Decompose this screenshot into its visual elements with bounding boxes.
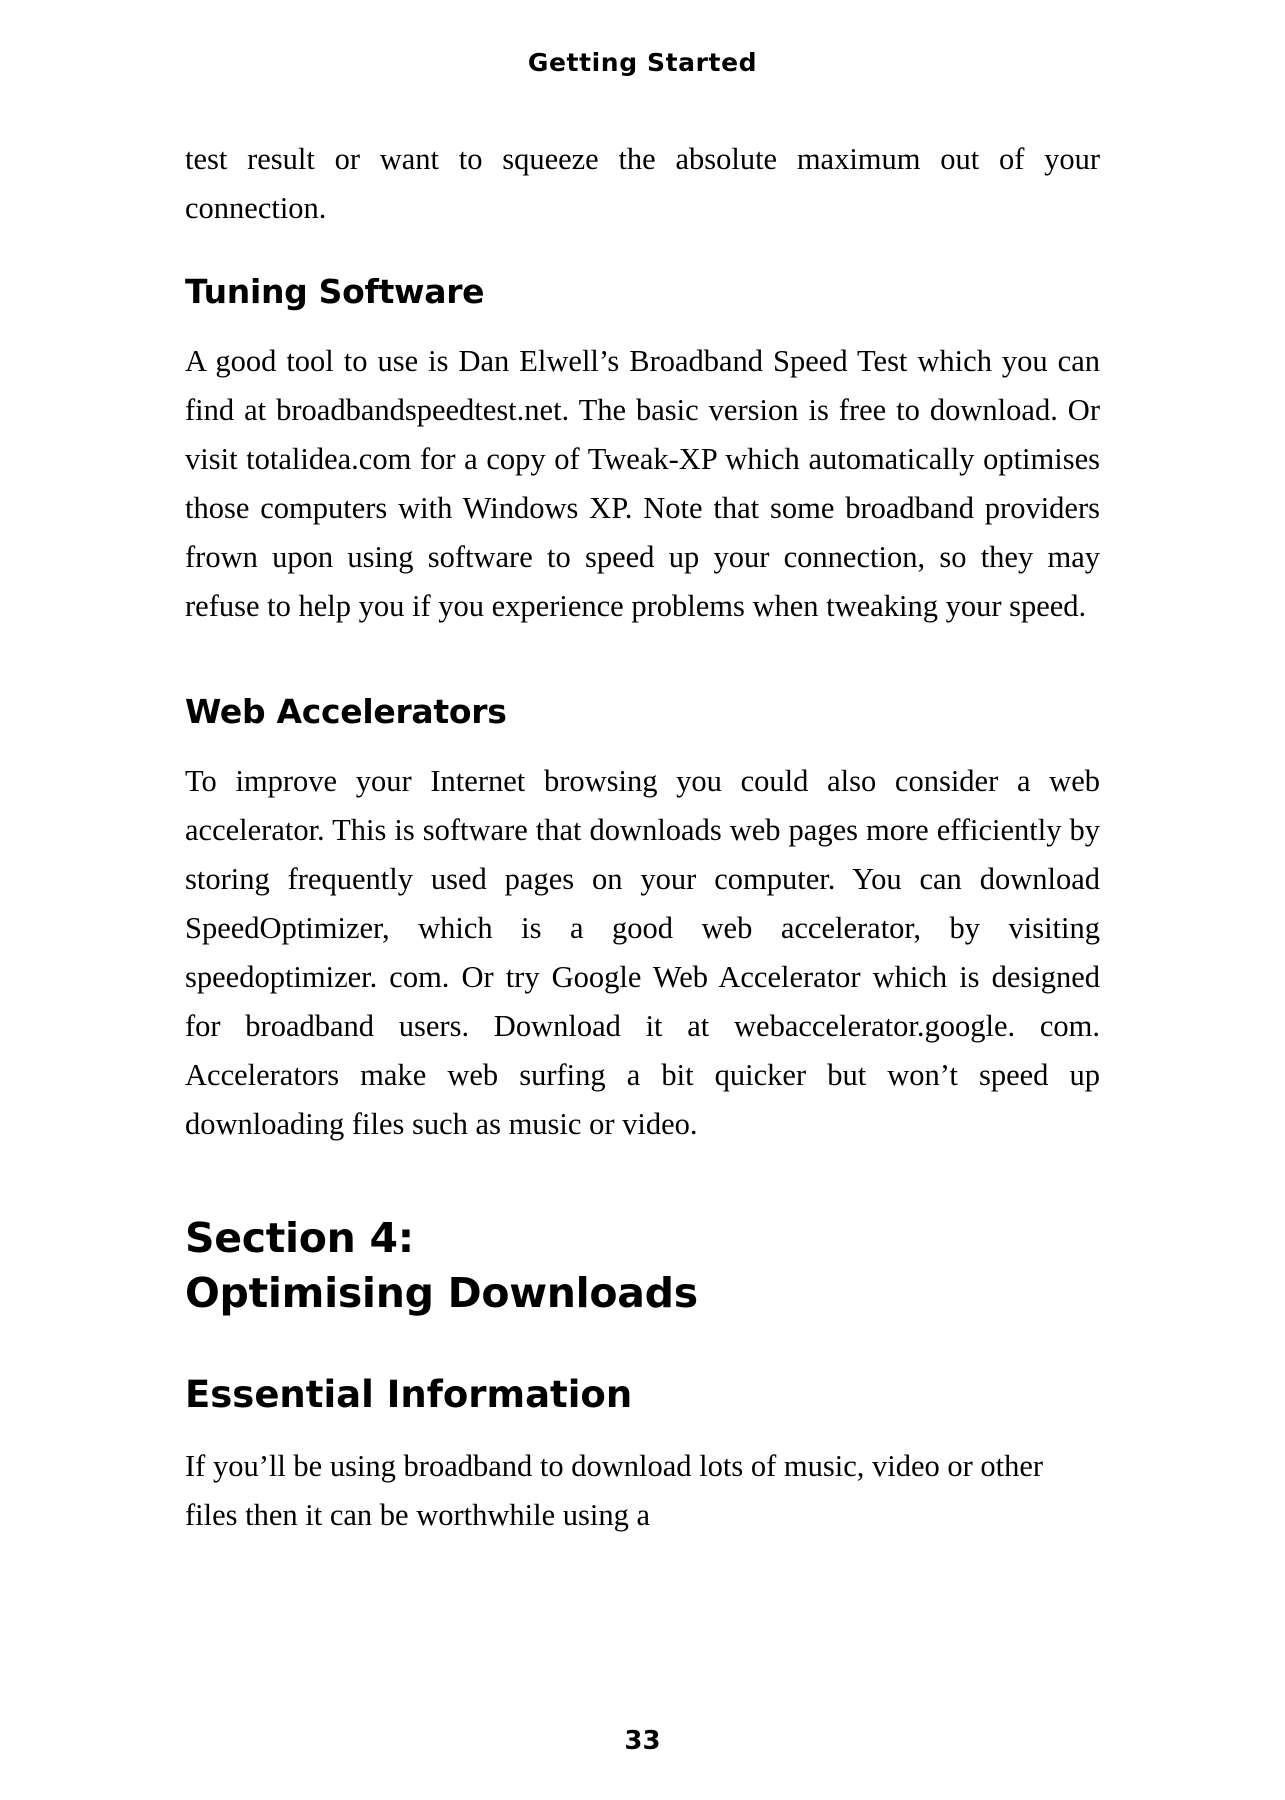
spacer xyxy=(185,311,1100,337)
spacer xyxy=(185,1149,1100,1211)
spacer xyxy=(185,233,1100,273)
section-title-line-1: Section 4: xyxy=(185,1213,414,1262)
heading-tuning-software: Tuning Software xyxy=(185,272,485,311)
paragraph-tuning-software: A good tool to use is Dan Elwell’s Broadband Speed Test which you can find at broadbandspeedtest.net. The basic version is free to download. Or visit totalidea.com for a copy of Tweak-XP which automatically optimises those computers with Windows XP. Note that some broadband providers frown upon using software to speed up your connection, so they may refuse to help you if you experience problems when tweaking your speed. xyxy=(185,343,1100,623)
paragraph-web-accelerators: To improve your Internet browsing you could also consider a web accelerator. This is software that downloads web pages more efficiently by storing frequently used pages on your computer. You can download SpeedOptimizer, which is a good web accelerator, by visiting speedoptimizer. com. Or try Google Web Accelerator which is designed for broadband users. Download it at webaccelerator.google. com. Accelerators make web surfing a bit quicker but won’t speed up downloading files such as music or video. xyxy=(185,763,1100,1141)
heading-essential-information: Essential Information xyxy=(185,1372,633,1416)
heading-web-accelerators: Web Accelerators xyxy=(185,691,507,731)
paragraph-essential-information: If you’ll be using broadband to download lots of music, video or other files then it can be worthwhile using a xyxy=(185,1449,1044,1533)
spacer xyxy=(185,731,1100,757)
spacer xyxy=(185,631,1100,693)
page-number: 33 xyxy=(624,1726,661,1756)
paragraph-continuation: test result or want to squeeze the absolute maximum out of your connection. xyxy=(185,142,1100,225)
spacer xyxy=(185,1322,1100,1374)
section-title xyxy=(185,1211,1100,1322)
spacer xyxy=(185,1416,1100,1442)
section-title-line-2: Optimising Downloads xyxy=(185,1269,698,1318)
running-head: Getting Started xyxy=(527,48,758,77)
